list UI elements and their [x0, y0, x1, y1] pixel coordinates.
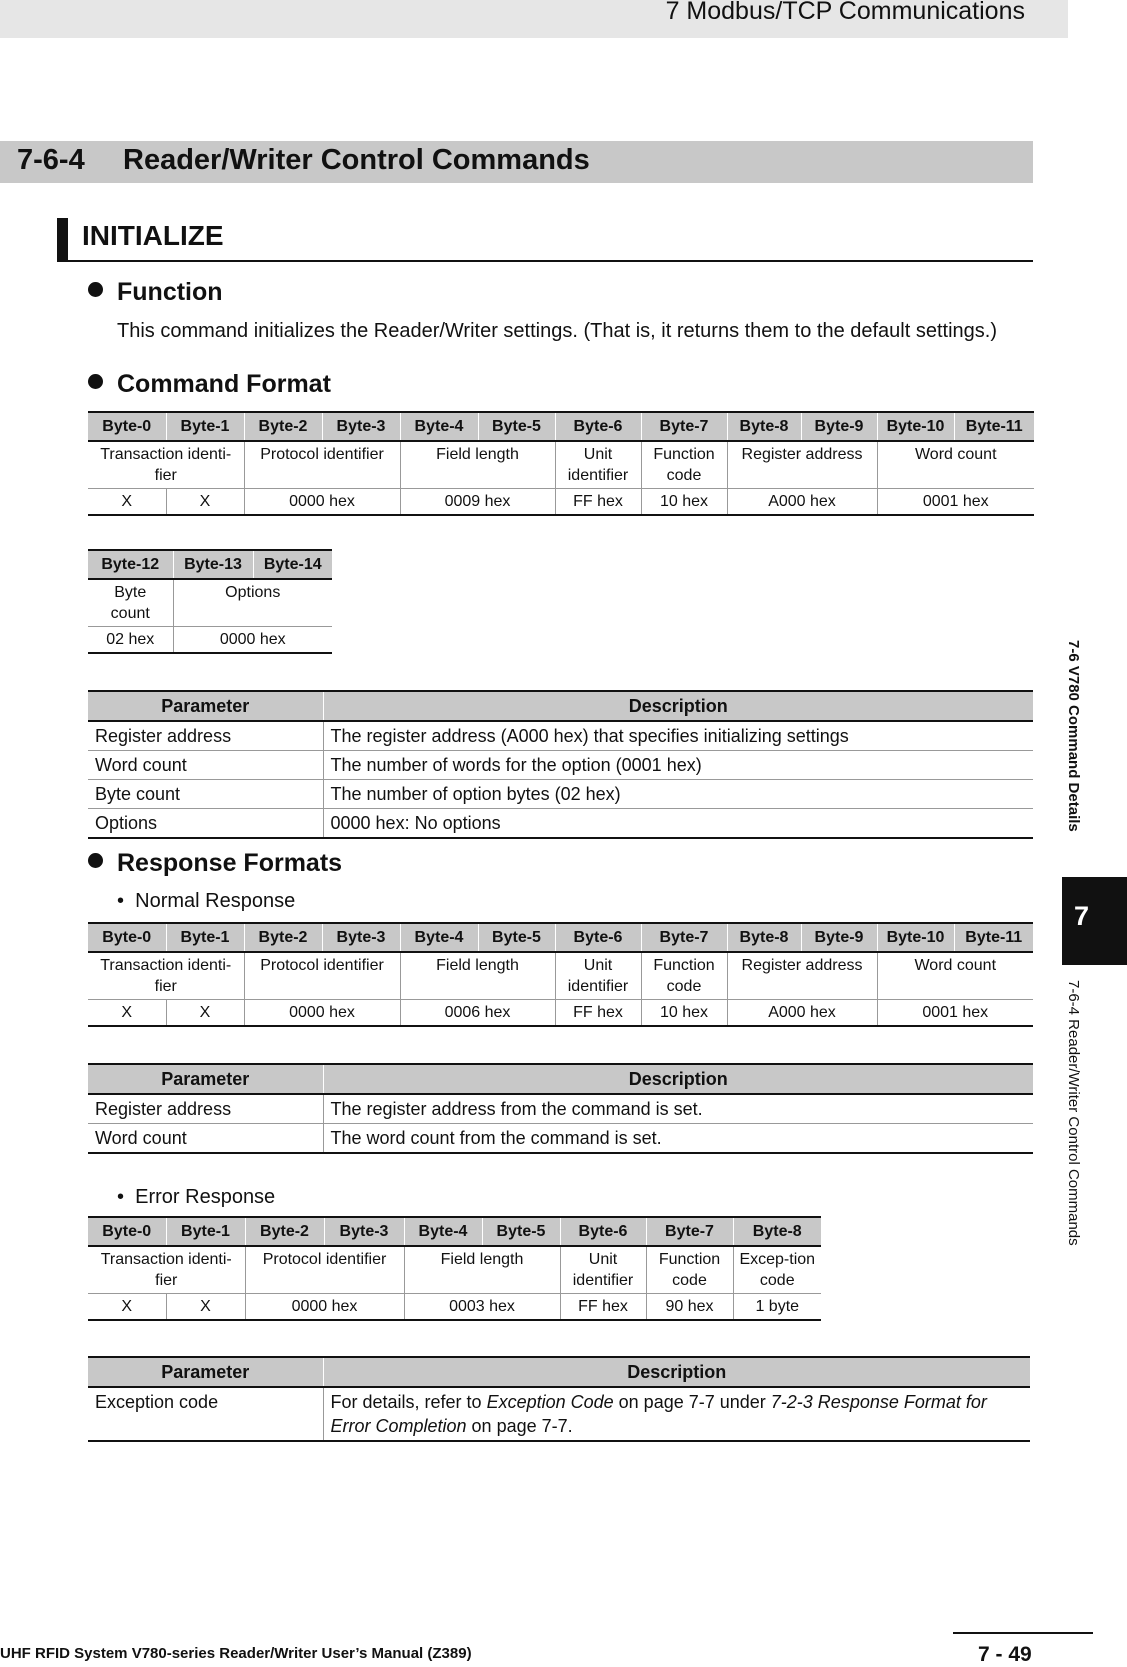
field-cell: Function code: [646, 1246, 733, 1294]
description-header: Description: [323, 1064, 1033, 1094]
table-row: [88, 1387, 1030, 1441]
function-heading: [88, 278, 223, 307]
field-cell: Transaction identi-fier: [88, 1246, 245, 1294]
byte-header: Byte-4: [400, 412, 478, 441]
normal-response-label: • Normal Response: [117, 890, 296, 912]
byte-header: Byte-0: [88, 923, 166, 952]
bullet-dot-icon: [88, 374, 103, 389]
field-cell: Transaction identi-fier: [88, 952, 244, 1000]
chapter-title: 7 Modbus/TCP Communications: [665, 0, 1025, 25]
byte-header: Byte-8: [733, 1217, 821, 1246]
byte-header: Byte-14: [253, 550, 332, 579]
bullet-dot-icon: [88, 282, 103, 297]
value-cell: A000 hex: [727, 1000, 877, 1027]
byte-header: Byte-6: [560, 1217, 646, 1246]
parameter-cell: Options: [88, 809, 323, 839]
value-cell: X: [166, 1294, 245, 1321]
byte-header: Byte-4: [404, 1217, 482, 1246]
value-cell: X: [166, 1000, 244, 1027]
function-heading-label: Function: [117, 278, 223, 306]
description-cell: The register address from the command is set.: [323, 1094, 1033, 1124]
value-cell: 0000 hex: [244, 489, 400, 516]
byte-header: Byte-7: [646, 1217, 733, 1246]
field-cell: Options: [173, 579, 332, 627]
field-cell: Field length: [400, 952, 555, 1000]
footer-rule: [953, 1632, 1093, 1634]
value-cell: 0000 hex: [173, 627, 332, 654]
normal-response-text: Normal Response: [135, 890, 296, 912]
value-cell: 0009 hex: [400, 489, 555, 516]
parameter-cell: Exception code: [88, 1387, 323, 1441]
byte-header: Byte-9: [801, 412, 877, 441]
value-cell: 10 hex: [641, 489, 727, 516]
byte-header: Byte-3: [322, 923, 400, 952]
value-cell: 10 hex: [641, 1000, 727, 1027]
table-row: [88, 721, 1033, 751]
table-row: [88, 809, 1033, 839]
byte-header: Byte-2: [244, 923, 322, 952]
value-cell: 0000 hex: [245, 1294, 404, 1321]
field-cell: Function code: [641, 441, 727, 489]
value-cell: 90 hex: [646, 1294, 733, 1321]
parameter-cell: Byte count: [88, 780, 323, 809]
byte-header: Byte-12: [88, 550, 173, 579]
byte-header: Byte-10: [877, 412, 954, 441]
parameter-header: Parameter: [88, 1357, 323, 1387]
field-cell: Field length: [404, 1246, 560, 1294]
field-cell: Unit identifier: [555, 952, 641, 1000]
side-tab-chapter-number: [1062, 877, 1127, 965]
field-cell: Byte count: [88, 579, 173, 627]
normal-response-table: [88, 922, 1033, 1027]
parameter-cell: Register address: [88, 721, 323, 751]
table-row: [88, 780, 1033, 809]
field-cell: Excep-tion code: [733, 1246, 821, 1294]
field-cell: Function code: [641, 952, 727, 1000]
byte-header: Byte-13: [173, 550, 253, 579]
parameter-header: Parameter: [88, 691, 323, 721]
error-response-table: [88, 1216, 821, 1321]
parameter-cell: Word count: [88, 751, 323, 780]
desc-text: on page 7-7 under: [613, 1392, 771, 1412]
byte-header: Byte-9: [801, 923, 877, 952]
side-tab-section: 7-6 V780 Command Details: [1065, 640, 1082, 832]
field-cell: Word count: [877, 952, 1033, 1000]
byte-header: Byte-6: [555, 923, 641, 952]
byte-header: Byte-5: [478, 412, 555, 441]
field-cell: Protocol identifier: [244, 441, 400, 489]
byte-header: Byte-1: [166, 1217, 245, 1246]
value-cell: 0000 hex: [244, 1000, 400, 1027]
byte-header: Byte-5: [482, 1217, 560, 1246]
description-cell: The number of option bytes (02 hex): [323, 780, 1033, 809]
byte-header: Byte-8: [727, 923, 801, 952]
desc-text: on page 7-7.: [466, 1416, 573, 1436]
title-marker: [57, 218, 68, 260]
value-cell: A000 hex: [727, 489, 877, 516]
value-cell: 0001 hex: [877, 1000, 1033, 1027]
value-cell: 1 byte: [733, 1294, 821, 1321]
field-cell: Unit identifier: [560, 1246, 646, 1294]
value-cell: 02 hex: [88, 627, 173, 654]
side-tab-number-label: 7: [1074, 901, 1090, 931]
response-formats-heading-label: Response Formats: [117, 849, 343, 877]
field-cell: Unit identifier: [555, 441, 641, 489]
command-format-table-2: [88, 549, 332, 654]
value-cell: X: [88, 489, 166, 516]
footer-manual-title: UHF RFID System V780-series Reader/Writer User’s Manual (Z389): [0, 1645, 472, 1662]
field-cell: Protocol identifier: [245, 1246, 404, 1294]
command-title-block: [57, 218, 1033, 262]
field-cell: Register address: [727, 441, 877, 489]
value-cell: FF hex: [555, 1000, 641, 1027]
exception-code-reference: Exception Code: [486, 1392, 614, 1412]
table-row: [88, 1094, 1033, 1124]
byte-header: Byte-4: [400, 923, 478, 952]
description-cell: [323, 1387, 1030, 1441]
command-parameter-table: [88, 690, 1033, 839]
byte-header: Byte-3: [322, 412, 400, 441]
field-cell: Transaction identi-fier: [88, 441, 244, 489]
byte-header: Byte-8: [727, 412, 801, 441]
value-cell: X: [88, 1294, 166, 1321]
section-title: Reader/Writer Control Commands: [123, 144, 590, 176]
table-row: [88, 751, 1033, 780]
parameter-cell: Register address: [88, 1094, 323, 1124]
response-formats-heading: [88, 849, 342, 878]
parameter-cell: Word count: [88, 1124, 323, 1154]
byte-header: Byte-7: [641, 923, 727, 952]
table-row: [88, 1124, 1033, 1154]
byte-header: Byte-11: [954, 412, 1034, 441]
command-format-heading-label: Command Format: [117, 370, 331, 398]
field-cell: Word count: [877, 441, 1034, 489]
value-cell: X: [88, 1000, 166, 1027]
response-format-reference: 7-2-3 Response Format for Error Completion: [330, 1392, 987, 1436]
byte-header: Byte-0: [88, 1217, 166, 1246]
error-response-parameter-table: [88, 1356, 1030, 1442]
byte-header: Byte-2: [245, 1217, 324, 1246]
command-format-heading: [88, 370, 331, 399]
page-number: 7 - 49: [978, 1643, 1032, 1666]
byte-header: Byte-6: [555, 412, 641, 441]
field-cell: Register address: [727, 952, 877, 1000]
section-number: 7-6-4: [17, 144, 85, 176]
byte-header: Byte-1: [166, 412, 244, 441]
description-cell: The number of words for the option (0001 hex): [323, 751, 1033, 780]
error-response-label: • Error Response: [117, 1186, 276, 1208]
byte-header: Byte-1: [166, 923, 244, 952]
description-header: Description: [323, 691, 1033, 721]
error-response-text: Error Response: [135, 1186, 276, 1208]
value-cell: FF hex: [560, 1294, 646, 1321]
side-tab-subsection: 7-6-4 Reader/Writer Control Commands: [1065, 980, 1082, 1246]
value-cell: X: [166, 489, 244, 516]
value-cell: 0001 hex: [877, 489, 1034, 516]
byte-header: Byte-2: [244, 412, 322, 441]
field-cell: Protocol identifier: [244, 952, 400, 1000]
desc-text: For details, refer to: [330, 1392, 487, 1412]
function-text: This command initializes the Reader/Writer settings. (That is, it returns them to the default settings.): [117, 320, 997, 342]
command-format-table: [88, 411, 1034, 516]
value-cell: 0003 hex: [404, 1294, 560, 1321]
description-header: Description: [323, 1357, 1030, 1387]
description-cell: 0000 hex: No options: [323, 809, 1033, 839]
byte-header: Byte-0: [88, 412, 166, 441]
parameter-header: Parameter: [88, 1064, 323, 1094]
description-cell: The register address (A000 hex) that specifies initializing settings: [323, 721, 1033, 751]
byte-header: Byte-10: [877, 923, 954, 952]
value-cell: 0006 hex: [400, 1000, 555, 1027]
normal-response-parameter-table: [88, 1063, 1033, 1154]
byte-header: Byte-11: [954, 923, 1033, 952]
byte-header: Byte-3: [324, 1217, 404, 1246]
description-cell: The word count from the command is set.: [323, 1124, 1033, 1154]
bullet-dot-icon: [88, 853, 103, 868]
field-cell: Field length: [400, 441, 555, 489]
value-cell: FF hex: [555, 489, 641, 516]
section-heading: [0, 141, 1033, 183]
command-title: INITIALIZE: [82, 220, 224, 251]
byte-header: Byte-7: [641, 412, 727, 441]
byte-header: Byte-5: [478, 923, 555, 952]
